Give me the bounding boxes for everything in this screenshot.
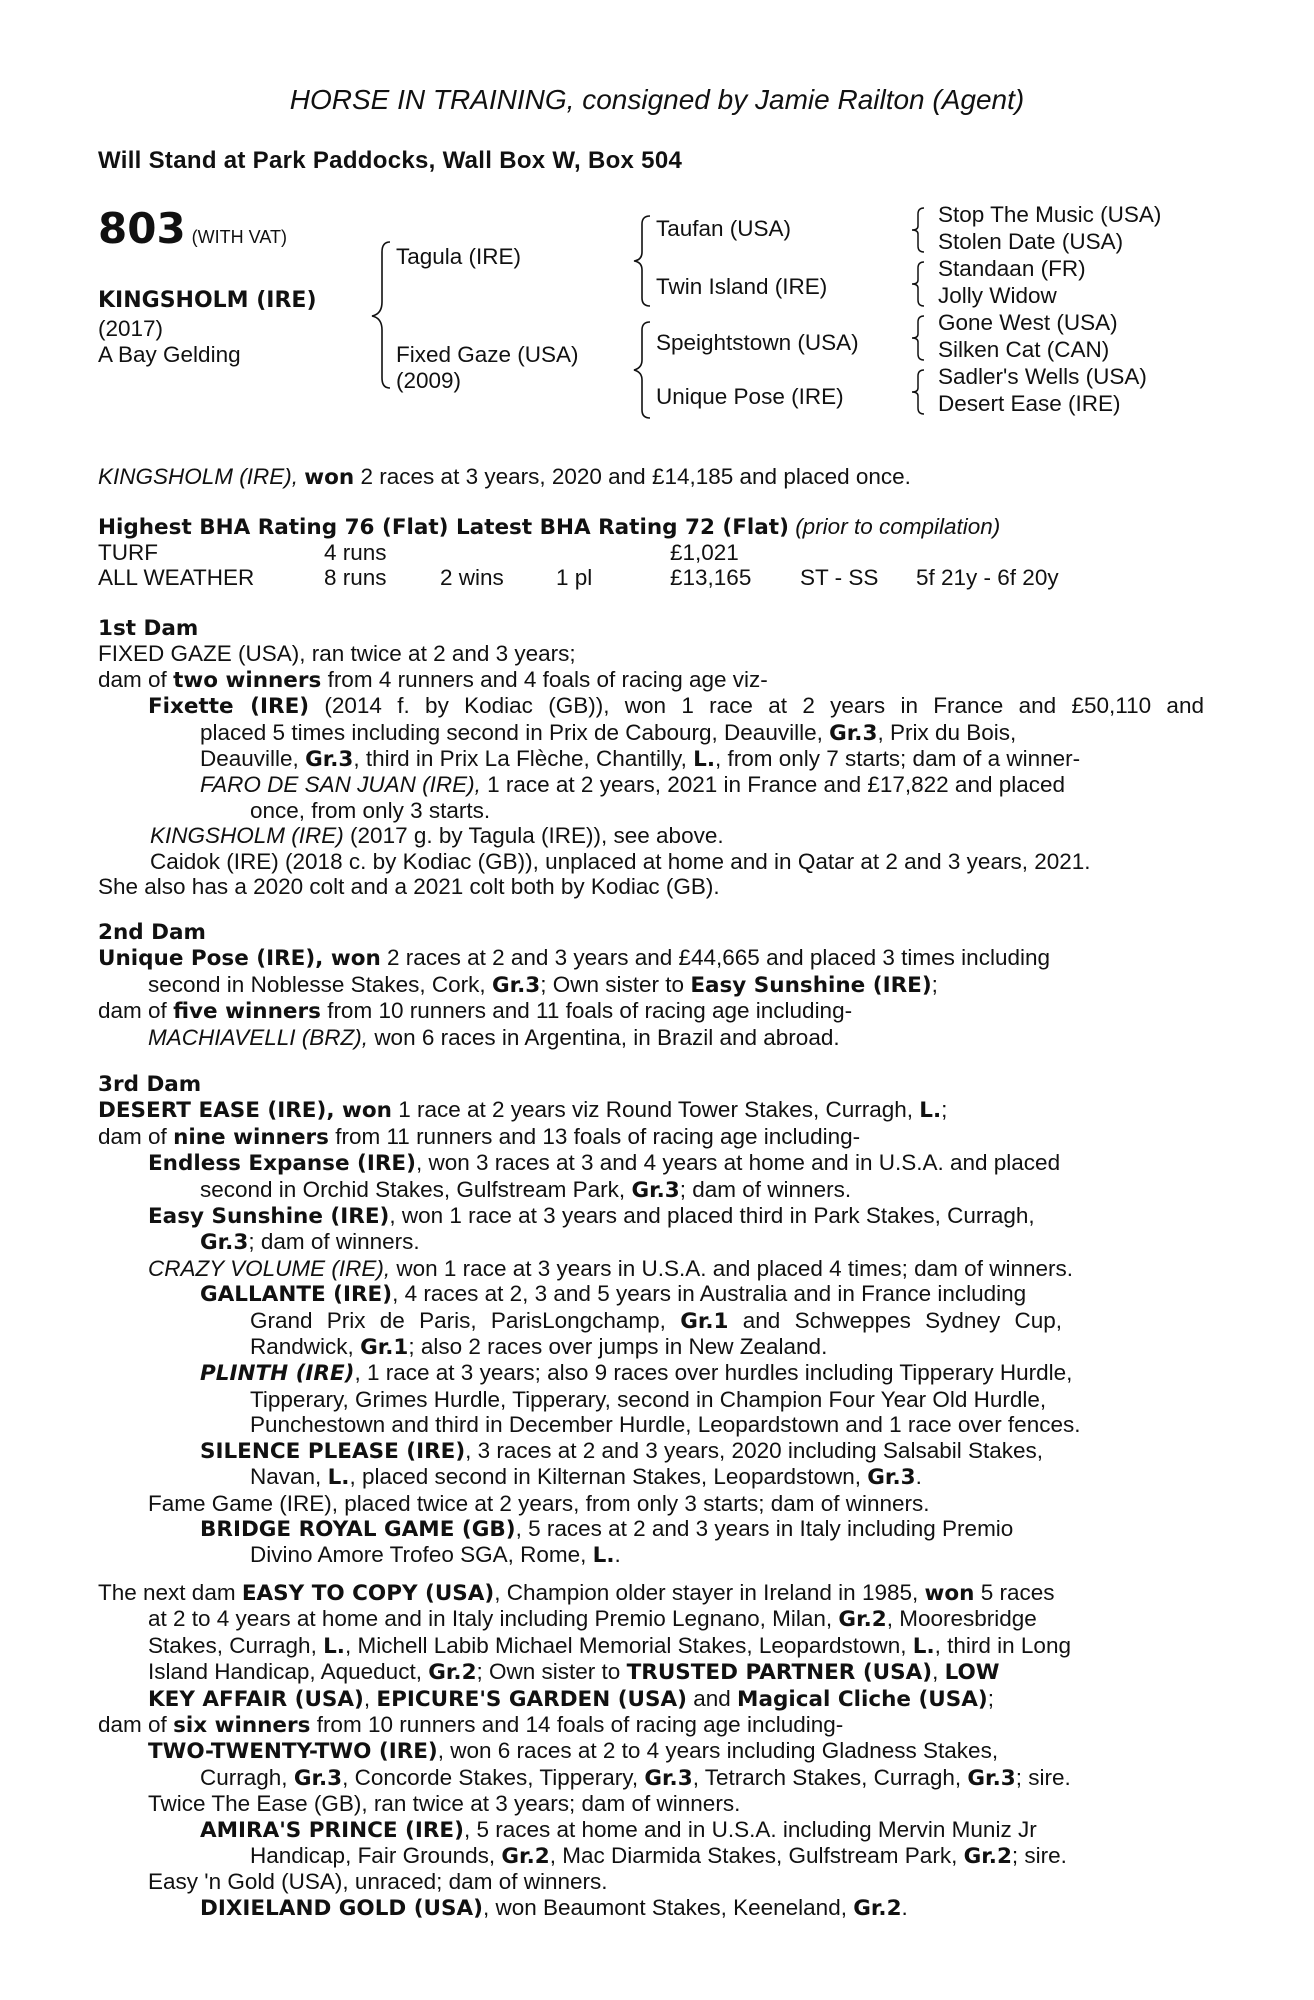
turf-prize: £1,021 xyxy=(670,540,739,566)
fixette-gr3b: Gr.3 xyxy=(305,747,354,773)
es-gr3: Gr.3 xyxy=(200,1230,249,1256)
turf-runs: 4 runs xyxy=(324,540,387,566)
sp-b: Navan, xyxy=(250,1464,322,1490)
nd-i: Island Handicap, Aqueduct, xyxy=(148,1659,422,1685)
faro-b: once, from only 3 starts. xyxy=(250,797,491,823)
stand-location: Will Stand at Park Paddocks, Wall Box W, Box 504 xyxy=(98,147,683,174)
fd-winners: two winners xyxy=(173,667,322,693)
sd-sire: Standaan (FR) xyxy=(938,256,1086,281)
dam-sire: Speightstown (USA) xyxy=(656,330,859,355)
sd-d: ; xyxy=(931,971,938,997)
rating-section xyxy=(98,514,1204,590)
nd-name: EASY TO COPY (USA) xyxy=(241,1581,495,1606)
lot-vat: (WITH VAT) xyxy=(191,227,287,247)
kingsholm-name: KINGSHOLM (IRE) xyxy=(150,823,344,849)
first-dam-section xyxy=(98,616,1204,899)
fixette-d: Deauville, xyxy=(200,746,299,772)
summary-horse: KINGSHOLM (IRE), xyxy=(98,464,299,489)
sd-e3: from 10 runners and 11 foals of racing age including- xyxy=(327,998,853,1024)
sire-name: Tagula (IRE) xyxy=(396,244,522,269)
nd-b: , Champion older stayer in Ireland in 1985, xyxy=(494,1580,919,1605)
plinth-c: Punchestown and third in December Hurdle, Leopardstown and 1 race over fences. xyxy=(250,1412,1081,1438)
ap-d: ; sire. xyxy=(1011,1843,1067,1869)
gal-e: ; also 2 races over jumps in New Zealand. xyxy=(408,1334,828,1360)
ee-gr3: Gr.3 xyxy=(631,1177,680,1203)
mach-name: MACHIAVELLI (BRZ), xyxy=(148,1024,369,1050)
aw-wins: 2 wins xyxy=(440,565,504,591)
also-line: She also has a 2020 colt and a 2021 colt both by Kodiac (GB). xyxy=(98,874,720,900)
nd-f: Stakes, Curragh, xyxy=(148,1632,317,1658)
second-dam-section xyxy=(98,920,1204,1050)
aw-runs: 8 runs xyxy=(324,565,387,591)
sd-name: Unique Pose (IRE), won xyxy=(98,946,381,972)
fixette-L: L. xyxy=(693,747,715,773)
fixette-b: placed 5 times including second in Prix de Cabourg, Deauville, xyxy=(200,719,823,745)
aw-prize: £13,165 xyxy=(670,565,752,591)
gal-b: Grand Prix de Paris, ParisLongchamp, xyxy=(250,1307,666,1333)
record-aw xyxy=(98,565,1204,590)
rating-text: Highest BHA Rating 76 (Flat) Latest BHA Rating 72 (Flat) xyxy=(98,515,789,540)
ttt-gr3: Gr.3 xyxy=(293,1765,343,1791)
pedigree-table xyxy=(98,200,1248,440)
nd-l2: six winners xyxy=(173,1713,311,1739)
ap-a: , 5 races at home and in U.S.A. including Mervin Muniz Jr xyxy=(463,1816,1037,1842)
gal-gr1b: Gr.1 xyxy=(360,1335,409,1361)
faro-a: 1 race at 2 years, 2021 in France and £17,822 and placed xyxy=(487,772,1066,798)
sp-L: L. xyxy=(327,1465,350,1491)
nd-g: , Michell Labib Michael Memorial Stakes, Leopardstown, xyxy=(344,1632,907,1658)
dam-name: Fixed Gaze (USA) xyxy=(396,342,579,367)
third-dam-heading: 3rd Dam xyxy=(98,1072,202,1097)
twice-the-ease: Twice The Ease (GB), ran twice at 3 years; dam of winners. xyxy=(148,1791,741,1817)
td-name: DESERT EASE (IRE), won xyxy=(98,1098,392,1124)
sd-a: 2 races at 2 and 3 years and £44,665 and placed 3 times including xyxy=(387,945,1050,971)
nd-j: ; Own sister to xyxy=(476,1659,621,1685)
nd-tp: TRUSTED PARTNER (USA) xyxy=(626,1660,933,1686)
caidok-line: Caidok (IRE) (2018 c. by Kodiac (GB)), unplaced at home and in Qatar at 2 and 3 years, 2021. xyxy=(150,848,1091,874)
aw-type: ST - SS xyxy=(800,565,879,591)
ee-name: Endless Expanse (IRE) xyxy=(148,1151,416,1177)
ss-brace xyxy=(908,206,928,254)
ttt-d: , Tetrarch Stakes, Curragh, xyxy=(692,1764,962,1790)
brg-L: L. xyxy=(592,1543,615,1569)
nd-l3: from 10 runners and 14 foals of racing age including- xyxy=(316,1712,844,1738)
summary-text: 2 races at 3 years, 2020 and £14,185 and placed once. xyxy=(360,464,911,489)
plinth-name: PLINTH (IRE) xyxy=(200,1361,355,1387)
brg-name: BRIDGE ROYAL GAME (GB) xyxy=(200,1516,516,1542)
ap-b: Handicap, Fair Grounds, xyxy=(250,1843,496,1869)
nd-semi: ; xyxy=(987,1685,994,1711)
record-turf xyxy=(98,540,1204,565)
sd-dam: Jolly Widow xyxy=(938,283,1057,308)
fixette-f: , from only 7 starts; dam of a winner- xyxy=(715,746,1081,772)
es-a: , won 1 race at 3 years and placed third in Park Stakes, Curragh, xyxy=(389,1203,1035,1229)
gal-gr1: Gr.1 xyxy=(680,1308,729,1334)
plinth-b: Tipperary, Grimes Hurdle, Tipperary, second in Champion Four Year Old Hurdle, xyxy=(250,1386,1047,1412)
lot-number: 803 xyxy=(98,204,186,253)
sp-gr3: Gr.3 xyxy=(867,1465,916,1491)
nd-and: and xyxy=(693,1685,731,1711)
lot-heading xyxy=(98,204,287,253)
ee-c: ; dam of winners. xyxy=(679,1176,852,1202)
dd-sire: Sadler's Wells (USA) xyxy=(938,364,1147,389)
cv-name: CRAZY VOLUME (IRE), xyxy=(148,1255,391,1281)
aw-label: ALL WEATHER xyxy=(98,565,255,591)
ss-dam: Stolen Date (USA) xyxy=(938,229,1124,254)
ap-gr2: Gr.2 xyxy=(501,1844,550,1870)
dam-year: (2009) xyxy=(396,368,462,393)
td-a2: ; xyxy=(941,1097,948,1123)
sp-c: , placed second in Kilternan Stakes, Leopardstown, xyxy=(349,1464,862,1490)
ds-brace xyxy=(908,314,928,362)
faro-name: FARO DE SAN JUAN (IRE), xyxy=(200,772,481,798)
gal-d: Randwick, xyxy=(250,1334,354,1360)
nd-d: at 2 to 4 years at home and in Italy including Premio Legnano, Milan, xyxy=(148,1606,833,1632)
td-L: L. xyxy=(919,1098,942,1124)
nd-l1: dam of xyxy=(98,1712,167,1738)
aw-pl: 1 pl xyxy=(556,565,593,591)
ttt-b: Curragh, xyxy=(200,1764,288,1790)
gal-a: , 4 races at 2, 3 and 5 years in Australia and in France including xyxy=(392,1281,1027,1307)
nd-e: , Mooresbridge xyxy=(886,1606,1037,1632)
dg-gr2: Gr.2 xyxy=(853,1895,902,1921)
ss-sire: Stop The Music (USA) xyxy=(938,202,1162,227)
fd-damof: dam of xyxy=(98,666,167,692)
third-dam-section xyxy=(98,1072,1204,1569)
nd-won: won xyxy=(924,1581,975,1606)
ttt-name: TWO-TWENTY-TWO (IRE) xyxy=(148,1739,438,1765)
nd-L2: L. xyxy=(912,1633,935,1659)
sd-e1: dam of xyxy=(98,998,167,1024)
td-b2: nine winners xyxy=(173,1124,329,1150)
ttt-gr3b: Gr.3 xyxy=(644,1765,693,1791)
nd-low: LOW xyxy=(944,1660,1000,1686)
sd-gr3: Gr.3 xyxy=(491,972,541,998)
turf-label: TURF xyxy=(98,540,158,566)
nd-L: L. xyxy=(323,1633,345,1659)
gal-c: and Schweppes Sydney Cup, xyxy=(742,1307,1062,1333)
dg-b: . xyxy=(901,1894,908,1920)
ttt-gr3c: Gr.3 xyxy=(967,1765,1016,1791)
ee-a: , won 3 races at 3 and 4 years at home and in U.S.A. and placed xyxy=(415,1150,1061,1176)
brg-b: Divino Amore Trofeo SGA, Rome, xyxy=(250,1542,587,1568)
ap-c: , Mac Diarmida Stakes, Gulfstream Park, xyxy=(549,1843,958,1869)
fame-game: Fame Game (IRE), placed twice at 2 years, from only 3 starts; dam of winners. xyxy=(148,1490,930,1516)
gal-name: GALLANTE (IRE) xyxy=(200,1282,393,1308)
sp-d: . xyxy=(915,1464,922,1490)
dd-brace xyxy=(908,368,928,416)
td-a: 1 race at 2 years viz Round Tower Stakes, Curragh, xyxy=(398,1097,914,1123)
ap-gr2b: Gr.2 xyxy=(963,1844,1012,1870)
es-name: Easy Sunshine (IRE) xyxy=(148,1204,390,1230)
fixette-name: Fixette (IRE) xyxy=(148,694,310,720)
second-dam-heading: 2nd Dam xyxy=(98,920,206,945)
sp-a: , 3 races at 2 and 3 years, 2020 including Salsabil Stakes, xyxy=(465,1437,1044,1463)
cv-a: won 1 race at 3 years in U.S.A. and placed 4 times; dam of winners. xyxy=(396,1255,1073,1281)
ds-sire: Gone West (USA) xyxy=(938,310,1118,335)
first-dam-heading: 1st Dam xyxy=(98,616,199,641)
rating-note: (prior to compilation) xyxy=(795,514,1001,539)
sd-sister: Easy Sunshine (IRE) xyxy=(690,972,932,998)
fd-runners: from 4 runners and 4 foals of racing age viz- xyxy=(327,666,768,692)
ee-b: second in Orchid Stakes, Gulfstream Park, xyxy=(200,1176,626,1202)
nd-c: 5 races xyxy=(980,1580,1055,1605)
td-b3: from 11 runners and 13 foals of racing age including- xyxy=(335,1123,861,1149)
brg-a: , 5 races at 2 and 3 years in Italy including Premio xyxy=(515,1515,1014,1541)
race-summary xyxy=(98,464,1204,490)
nd-a: The next dam xyxy=(98,1580,236,1605)
horse-year: (2017) xyxy=(98,316,164,341)
dam-brace xyxy=(628,320,656,420)
fixette-gr3: Gr.3 xyxy=(829,720,878,746)
sire-sire: Taufan (USA) xyxy=(656,216,792,241)
dg-a: , won Beaumont Stakes, Keeneland, xyxy=(482,1894,847,1920)
horse-name: KINGSHOLM (IRE) xyxy=(98,288,317,313)
dg-name: DIXIELAND GOLD (USA) xyxy=(200,1895,483,1921)
nd-eg: EPICURE'S GARDEN (USA) xyxy=(376,1686,687,1712)
sire-brace xyxy=(628,214,656,308)
es-b: ; dam of winners. xyxy=(248,1229,420,1255)
plinth-a: , 1 race at 3 years; also 9 races over hurdles including Tipperary Hurdle, xyxy=(354,1360,1073,1386)
next-dam-section: The next dam EASY TO COPY (USA), Champion older stayer in Ireland in 1985, won 5 races at 2 to 4 years at home and in Italy including Premio Legnano, Milan, Gr.2, Mooresbridge Stakes, Curragh, L., Michell Labib Michael Memorial Stakes, Leopardstown, L., third in Long Island Handicap, Aqueduct, Gr.2; Own sister to TRUSTED PARTNER (USA), LOW KEY AFFAIR (USA), EPICURE'S GARDEN (USA) and Magical Cliche (USA); dam of six winners from 10 runners and 14 foals of racing age including- TWO-TWENTY-TWO (IRE), won 6 races at 2 to 4 years including Gladness Stakes, Curragh, Gr.3, Concorde Stakes, Tipperary, Gr.3, Tetrarch Stakes, Curragh, Gr.3; sire. Twice The Ease (GB), ran twice at 3 years; dam of winners. AMIRA'S PRINCE (IRE), 5 races at home and in U.S.A. including Mervin Muniz Jr Handicap, Fair Grounds, Gr.2, Mac Diarmida Stakes, Gulfstream Park, Gr.2; sire. Easy 'n Gold (USA), unraced; dam of winners. DIXIELAND GOLD (USA), won Beaumont Stakes, Keeneland, Gr.2. xyxy=(98,1580,1204,1921)
kingsholm-a: (2017 g. by Tagula (IRE)), see above. xyxy=(350,823,724,849)
nd-k: KEY AFFAIR (USA) xyxy=(148,1686,364,1712)
pedigree-brace-main xyxy=(360,240,400,390)
sp-name: SILENCE PLEASE (IRE) xyxy=(200,1438,466,1464)
td-b1: dam of xyxy=(98,1123,167,1149)
easy-n-gold: Easy 'n Gold (USA), unraced; dam of winners. xyxy=(148,1869,608,1895)
brg-c: . xyxy=(614,1542,621,1568)
first-dam-line: FIXED GAZE (USA), ran twice at 2 and 3 years; xyxy=(98,641,576,667)
nd-gr2b: Gr.2 xyxy=(428,1660,477,1686)
sire-dam: Twin Island (IRE) xyxy=(656,274,828,299)
horse-description: A Bay Gelding xyxy=(98,342,241,367)
sd-e2: five winners xyxy=(173,999,321,1025)
ap-name: AMIRA'S PRINCE (IRE) xyxy=(200,1817,464,1843)
sd-c: ; Own sister to xyxy=(540,971,685,997)
ttt-a: , won 6 races at 2 to 4 years including Gladness Stakes, xyxy=(437,1738,999,1764)
ttt-c: , Concorde Stakes, Tipperary, xyxy=(342,1764,639,1790)
dam-dam: Unique Pose (IRE) xyxy=(656,384,844,409)
sd-b: second in Noblesse Stakes, Cork, xyxy=(148,971,486,997)
ds-dam: Silken Cat (CAN) xyxy=(938,337,1110,362)
summary-won: won xyxy=(304,465,355,490)
fixette-e: , third in Prix La Flèche, Chantilly, xyxy=(353,746,687,772)
page-title: HORSE IN TRAINING, consigned by Jamie Railton (Agent) xyxy=(289,84,1025,115)
nd-gr2: Gr.2 xyxy=(838,1607,887,1633)
dd-dam: Desert Ease (IRE) xyxy=(938,391,1121,416)
ttt-e: ; sire. xyxy=(1015,1764,1071,1790)
fixette-a: (2014 f. by Kodiac (GB)), won 1 race at 2 years in France and £50,110 and xyxy=(324,693,1204,719)
aw-dist: 5f 21y - 6f 20y xyxy=(916,565,1059,591)
fixette-c: , Prix du Bois, xyxy=(877,719,1017,745)
nd-h: , third in Long xyxy=(934,1632,1071,1658)
mach-text: won 6 races in Argentina, in Brazil and abroad. xyxy=(374,1024,840,1050)
sd-brace xyxy=(908,260,928,308)
nd-mc: Magical Cliche (USA) xyxy=(737,1686,988,1712)
